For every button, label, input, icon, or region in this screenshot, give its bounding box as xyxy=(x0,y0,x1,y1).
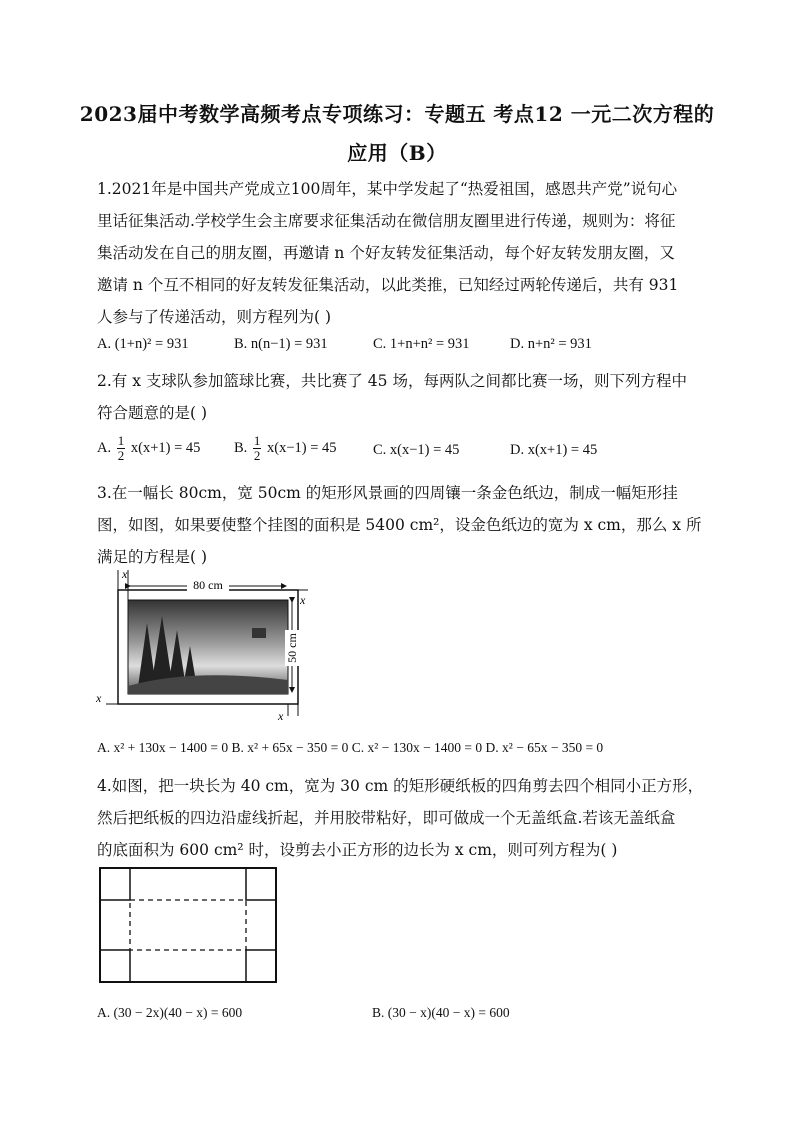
q1-option-c: C. 1+n+n² = 931 xyxy=(373,336,470,352)
q4-option-b: B. (30 − x)(40 − x) = 600 xyxy=(372,1005,510,1020)
q1-option-d: D. n+n² = 931 xyxy=(510,336,592,352)
height-label: 50 cm xyxy=(285,633,299,663)
q3-line-1: 3.在一幅长 80cm，宽 50cm 的矩形风景画的四周镶一条金色纸边，制成一幅矩形挂 xyxy=(97,484,678,502)
corner-square-top-left xyxy=(100,868,130,900)
framed-picture-figure xyxy=(92,568,322,728)
x-label-top-left: x xyxy=(122,568,128,581)
q2-option-a-numerator: 1 xyxy=(117,433,125,448)
q2-option-a-fraction xyxy=(117,434,126,463)
x-label-bottom-left: x xyxy=(96,691,102,705)
cardboard-figure xyxy=(98,866,282,988)
q2-option-b-numerator: 1 xyxy=(253,433,261,448)
corner-square-bottom-right xyxy=(246,950,276,982)
q1-option-b: B. n(n−1) = 931 xyxy=(234,336,328,352)
q4-line-1: 4.如图，把一块长为 40 cm，宽为 30 cm 的矩形硬纸板的四角剪去四个相同小正方形， xyxy=(97,777,704,795)
page-title-line1: 2023届中考数学高频考点专项练习：专题五 考点12 一元二次方程的 xyxy=(79,102,715,126)
cardboard-outline xyxy=(100,868,276,982)
fold-lines xyxy=(130,900,246,950)
q1-line-2: 里话征集活动.学校学生会主席要求征集活动在微信朋友圈里进行传递，规则为：将征 xyxy=(97,212,676,230)
q2-option-a xyxy=(97,434,200,463)
corner-square-top-right xyxy=(246,868,276,900)
q2-option-a-prefix: A. xyxy=(97,439,112,456)
corner-square-bottom-left xyxy=(100,950,130,982)
width-label: 80 cm xyxy=(193,578,223,592)
q2-option-a-rest: x(x+1) = 45 xyxy=(130,439,201,456)
q3-line-2: 图，如图，如果要使整个挂图的面积是 5400 cm²，设金色纸边的宽为 x cm，那么 x 所 xyxy=(97,516,702,534)
page-title-line2: 应用（B） xyxy=(347,141,447,165)
q2-option-b-prefix: B. xyxy=(234,439,248,456)
x-label-bottom-right: x xyxy=(278,709,284,723)
q2-option-b-rest: x(x−1) = 45 xyxy=(267,439,337,456)
q2-line-1: 2.有 x 支球队参加篮球比赛，共比赛了 45 场，每两队之间都比赛一场，则下列方程中 xyxy=(97,372,687,390)
q2-option-b xyxy=(234,434,337,463)
q3-options: A. x² + 130x − 1400 = 0 B. x² + 65x − 350 = 0 C. x² − 130x − 1400 = 0 D. x² − 65x − 350 = 0 xyxy=(97,740,604,755)
q2-option-b-denominator: 2 xyxy=(253,448,261,463)
q3-line-3: 满足的方程是( ) xyxy=(97,548,208,566)
q4-option-a: A. (30 − 2x)(40 − x) = 600 xyxy=(97,1005,243,1020)
q2-option-d: D. x(x+1) = 45 xyxy=(510,442,598,458)
x-label-top-right: x xyxy=(300,593,306,607)
q2-option-c: C. x(x−1) = 45 xyxy=(373,442,460,458)
q4-line-3: 的底面积为 600 cm² 时，设剪去小正方形的边长为 x cm，则可列方程为( ) xyxy=(97,841,618,859)
q1-line-5: 人参与了传递活动，则方程列为( ) xyxy=(97,308,332,326)
q1-line-3: 集活动发在自己的朋友圈，再邀请 n 个好友转发征集活动，每个好友转发朋友圈，又 xyxy=(97,244,675,262)
q2-option-a-denominator: 2 xyxy=(117,448,125,463)
q1-line-4: 邀请 n 个互不相同的好友转发征集活动，以此类推，已知经过两轮传递后，共有 931 xyxy=(97,276,679,294)
q1-option-a: A. (1+n)² = 931 xyxy=(97,336,189,352)
q2-option-b-fraction xyxy=(253,434,262,463)
q4-line-2: 然后把纸板的四边沿虚线折起，并用胶带粘好，即可做成一个无盖纸盒.若该无盖纸盒 xyxy=(97,809,676,827)
q2-line-2: 符合题意的是( ) xyxy=(97,404,208,422)
q1-line-1: 1.2021年是中国共产党成立100周年，某中学发起了“热爱祖国，感恩共产党”说句心 xyxy=(97,180,678,198)
